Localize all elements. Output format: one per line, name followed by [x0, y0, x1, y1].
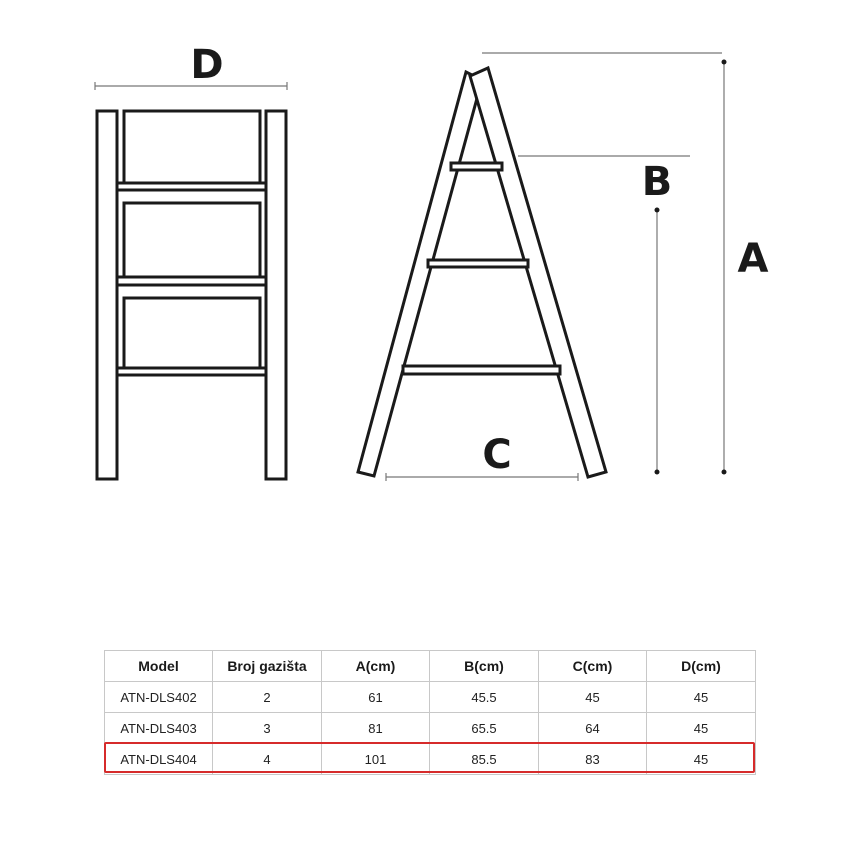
cell-c: 45 — [539, 682, 647, 713]
cell-c: 64 — [539, 713, 647, 744]
right-leg — [470, 68, 606, 477]
table-header-row — [105, 651, 756, 682]
cell-d: 45 — [647, 744, 756, 775]
side-step — [428, 260, 528, 267]
step-tread — [117, 277, 266, 285]
side-view — [358, 53, 769, 481]
cell-a: 101 — [322, 744, 430, 775]
left-leg — [358, 72, 482, 476]
cell-model: ATN-DLS403 — [105, 713, 213, 744]
step-panel — [124, 111, 260, 183]
table-row — [105, 682, 756, 713]
left-rail — [97, 111, 117, 479]
cell-d: 45 — [647, 682, 756, 713]
header-model: Model — [105, 651, 213, 682]
dimension-label-c: C — [482, 432, 512, 478]
cell-b: 85.5 — [430, 744, 539, 775]
step-panel — [124, 203, 260, 277]
cell-b: 65.5 — [430, 713, 539, 744]
header-steps: Broj gazišta — [213, 651, 322, 682]
cell-b: 45.5 — [430, 682, 539, 713]
dimension-label-d: D — [190, 42, 224, 88]
side-step — [451, 163, 502, 170]
cell-model: ATN-DLS404 — [105, 744, 213, 775]
cell-steps: 3 — [213, 713, 322, 744]
step-panel — [124, 298, 260, 368]
cell-d: 45 — [647, 713, 756, 744]
step-tread — [117, 183, 266, 190]
header-c: C(cm) — [539, 651, 647, 682]
header-d: D(cm) — [647, 651, 756, 682]
cell-c: 83 — [539, 744, 647, 775]
dimension-label-a: A — [737, 236, 769, 282]
dimensions-table — [104, 650, 756, 775]
step-tread — [117, 368, 266, 375]
cell-steps: 4 — [213, 744, 322, 775]
dimension-label-b: B — [641, 159, 673, 205]
header-b: B(cm) — [430, 651, 539, 682]
header-a: A(cm) — [322, 651, 430, 682]
front-view — [95, 42, 287, 479]
right-rail — [266, 111, 286, 479]
cell-steps: 2 — [213, 682, 322, 713]
table-row-highlighted — [105, 744, 756, 775]
cell-a: 81 — [322, 713, 430, 744]
side-step — [403, 366, 560, 374]
table-row — [105, 713, 756, 744]
cell-model: ATN-DLS402 — [105, 682, 213, 713]
cell-a: 61 — [322, 682, 430, 713]
